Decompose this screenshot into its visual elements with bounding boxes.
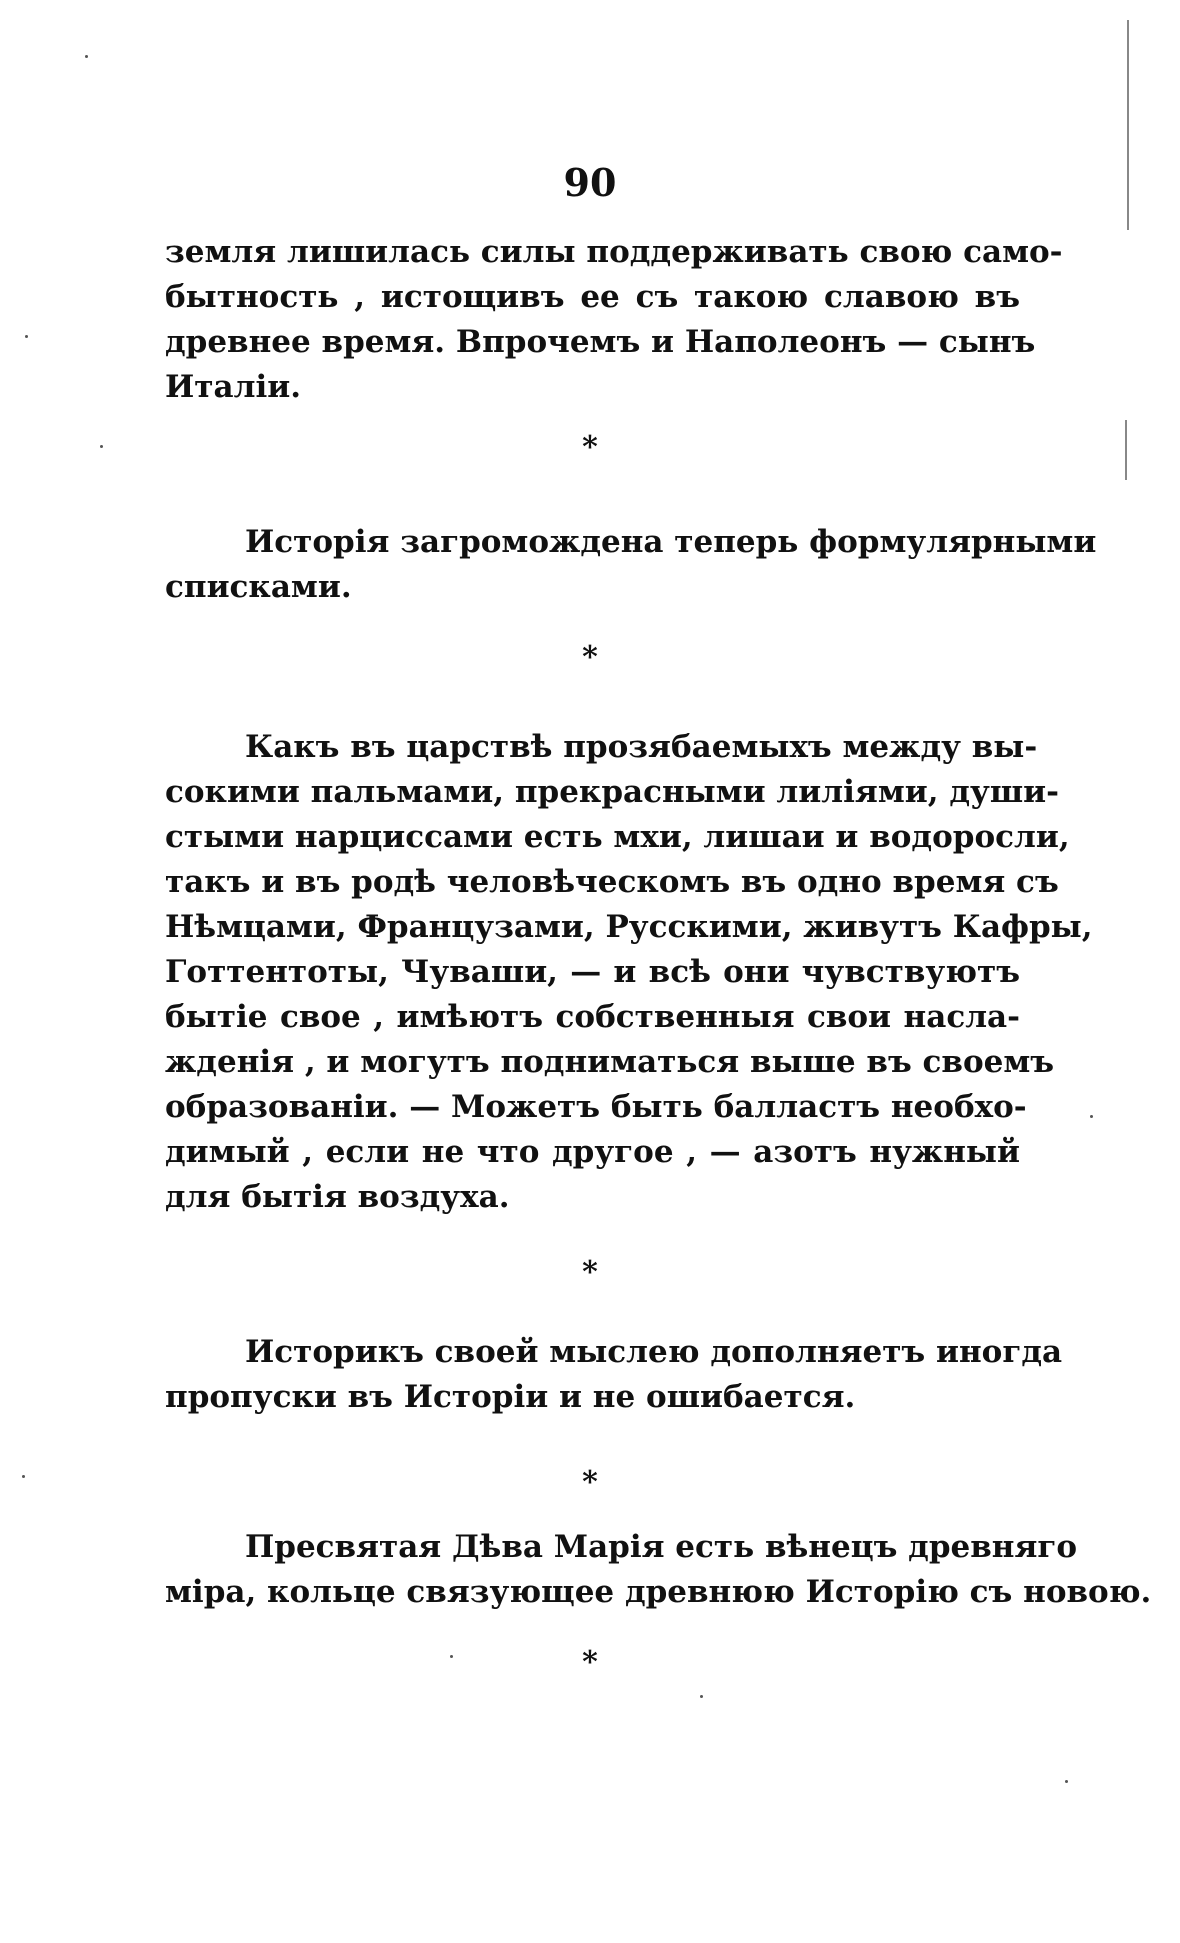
section-separator: * — [582, 1645, 598, 1680]
text-line: бытіе свое , имѣютъ собственныя свои насла- — [165, 999, 1020, 1035]
paragraph-1 — [165, 230, 1063, 410]
scan-edge-mark — [1127, 20, 1129, 230]
section-separator: * — [582, 430, 598, 465]
text-line: жденія , и могутъ подниматься выше въ своемъ — [165, 1044, 1055, 1080]
text-line: бытность , истощивъ ее съ такою славою въ — [165, 279, 1020, 315]
scan-speck — [1090, 1115, 1093, 1118]
text-line: Пресвятая Дѣва Марія есть вѣнецъ древняго — [245, 1529, 1078, 1565]
scan-speck — [450, 1655, 453, 1658]
text-line: земля лишилась силы поддерживать свою само- — [165, 234, 1063, 270]
text-line: для бытія воздуха. — [165, 1179, 510, 1215]
section-separator: * — [582, 640, 598, 675]
section-separator: * — [582, 1465, 598, 1500]
text-line: образованіи. — Можетъ быть балластъ необхо- — [165, 1089, 1027, 1125]
scan-speck — [85, 55, 88, 58]
scan-speck — [100, 445, 103, 448]
scan-speck — [22, 1475, 25, 1478]
scan-edge-mark — [1125, 420, 1127, 480]
text-line: пропуски въ Исторіи и не ошибается. — [165, 1379, 856, 1415]
text-line: Готтентоты, Чуваши, — и всѣ они чувствуютъ — [165, 954, 1020, 990]
text-line: Италіи. — [165, 369, 302, 405]
text-line: міра, кольце связующее древнюю Исторію съ новою. — [165, 1574, 1152, 1610]
page-number: 90 — [563, 160, 617, 205]
text-line: димый , если не что другое , — азотъ нужный — [165, 1134, 1020, 1170]
text-line: древнее время. Впрочемъ и Наполеонъ — сынъ — [165, 324, 1036, 360]
text-line: Историкъ своей мыслею дополняетъ иногда — [245, 1334, 1063, 1370]
text-line: списками. — [165, 569, 352, 605]
scan-speck — [1065, 1780, 1068, 1783]
scan-speck — [25, 335, 28, 338]
scan-speck — [700, 1695, 703, 1698]
text-line: стыми нарциссами есть мхи, лишаи и водоросли, — [165, 819, 1070, 855]
paragraph-2 — [165, 520, 1097, 610]
section-separator: * — [582, 1255, 598, 1290]
text-line: Исторія загромождена теперь формулярными — [245, 524, 1097, 560]
text-line: сокими пальмами, прекрасными лиліями, души- — [165, 774, 1060, 810]
text-line: Нѣмцами, Французами, Русскими, живутъ Кафры, — [165, 909, 1093, 945]
text-line: такъ и въ родѣ человѣческомъ въ одно время съ — [165, 864, 1059, 900]
paragraph-3 — [165, 725, 1093, 1220]
text-line: Какъ въ царствѣ прозябаемыхъ между вы- — [245, 729, 1038, 765]
paragraph-4 — [165, 1330, 1063, 1420]
paragraph-5 — [165, 1525, 1152, 1615]
